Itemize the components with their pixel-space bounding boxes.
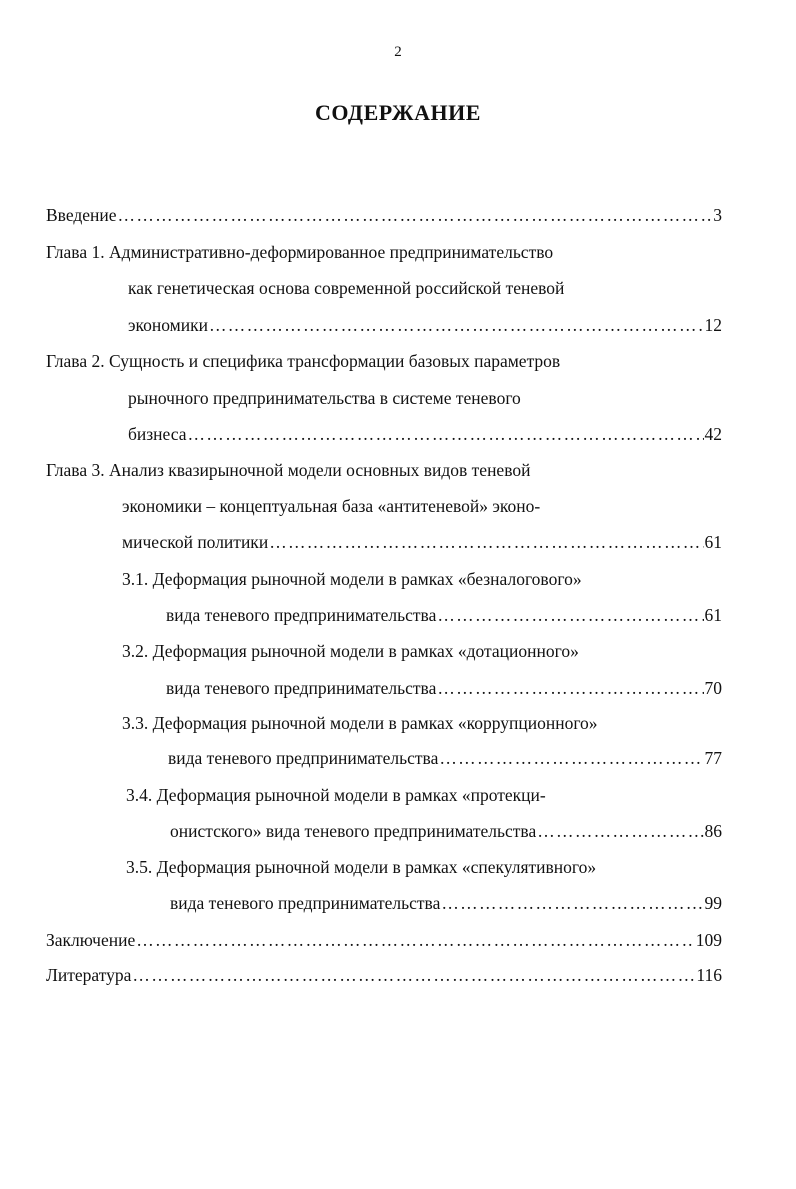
toc-section-3-3-line-2[interactable] [168, 746, 722, 770]
toc-entry-label: Заключение [46, 930, 136, 950]
leader-dots [437, 676, 703, 700]
toc-chapter-2-line-2: рыночного предпринимательства в системе теневого [128, 388, 521, 408]
leader-dots [437, 603, 703, 627]
leader-dots [118, 203, 713, 227]
toc-page-number: 42 [704, 424, 722, 444]
toc-chapter-3-line-2: экономики – концептуальная база «антитеневой» эконо- [122, 496, 541, 516]
toc-entry-label: мической политики [122, 532, 269, 552]
toc-entry-conclusion[interactable] [46, 928, 722, 952]
toc-chapter-2-line-1[interactable]: Глава 2. Сущность и специфика трансформации базовых параметров [46, 351, 561, 371]
leader-dots [209, 313, 704, 337]
toc-entry-label: вида теневого предпринимательства [168, 748, 439, 768]
section-number: 3.4. [126, 785, 153, 805]
leader-dots [269, 530, 703, 554]
toc-section-3-1-line-2[interactable] [166, 603, 722, 627]
toc-entry-literature[interactable] [46, 963, 722, 987]
leader-dots [439, 746, 703, 770]
section-title: Деформация рыночной модели в рамках «спекулятивного» [156, 857, 597, 877]
toc-section-3-1-line-1[interactable] [122, 567, 582, 591]
toc-page-number: 99 [704, 893, 722, 913]
section-number: 3.1. [122, 569, 149, 589]
toc-chapter-3-line-1[interactable]: Глава 3. Анализ квазирыночной модели основных видов теневой [46, 460, 531, 480]
toc-section-3-5-line-1[interactable] [126, 855, 596, 879]
toc-page-number: 12 [704, 315, 722, 335]
toc-entry-label: Введение [46, 205, 117, 225]
leader-dots [441, 891, 703, 915]
toc-page-number: 109 [695, 930, 722, 950]
leader-dots [188, 422, 704, 446]
toc-page-number: 61 [704, 532, 722, 552]
toc-entry-intro[interactable] [46, 203, 722, 227]
toc-section-3-4-line-2[interactable] [170, 819, 722, 843]
toc-section-3-4-line-1[interactable] [126, 783, 546, 807]
section-title: Деформация рыночной модели в рамках «коррупционного» [152, 713, 598, 733]
section-title: Деформация рыночной модели в рамках «протекци- [156, 785, 546, 805]
toc-entry-label: вида теневого предпринимательства [166, 605, 437, 625]
toc-chapter-1-line-1[interactable]: Глава 1. Административно-деформированное предпринимательство [46, 242, 554, 262]
toc-section-3-5-line-2[interactable] [170, 891, 722, 915]
toc-entry-label: экономики [128, 315, 208, 335]
page-title: СОДЕРЖАНИЕ [315, 100, 481, 125]
toc-section-3-2-line-1[interactable] [122, 639, 579, 663]
leader-dots [537, 819, 703, 843]
toc-entry-label: бизнеса [128, 424, 187, 444]
section-number: 3.2. [122, 641, 149, 661]
section-number: 3.5. [126, 857, 153, 877]
toc-page-number: 116 [696, 965, 722, 985]
leader-dots [132, 963, 695, 987]
toc-chapter-2-line-3[interactable] [128, 422, 722, 446]
toc-section-3-2-line-2[interactable] [166, 676, 722, 700]
toc-chapter-1-line-2: как генетическая основа современной российской теневой [128, 278, 565, 298]
toc-page-number: 86 [704, 821, 722, 841]
section-number: 3.3. [122, 713, 149, 733]
section-title: Деформация рыночной модели в рамках «дотационного» [152, 641, 579, 661]
toc-entry-label: вида теневого предпринимательства [170, 893, 441, 913]
section-title: Деформация рыночной модели в рамках «безналогового» [152, 569, 582, 589]
toc-page-number: 61 [704, 605, 722, 625]
toc-section-3-3-line-1[interactable] [122, 711, 598, 735]
toc-page-number: 3 [713, 205, 722, 225]
toc-entry-label: вида теневого предпринимательства [166, 678, 437, 698]
toc-chapter-1-line-3[interactable] [128, 313, 722, 337]
toc-chapter-3-line-3[interactable] [122, 530, 722, 554]
page-number: 2 [394, 44, 402, 60]
toc-page-number: 70 [704, 678, 722, 698]
toc-entry-label: онистского» вида теневого предпринимательства [170, 821, 537, 841]
toc-page-number: 77 [704, 748, 722, 768]
leader-dots [136, 928, 695, 952]
toc-entry-label: Литература [46, 965, 132, 985]
